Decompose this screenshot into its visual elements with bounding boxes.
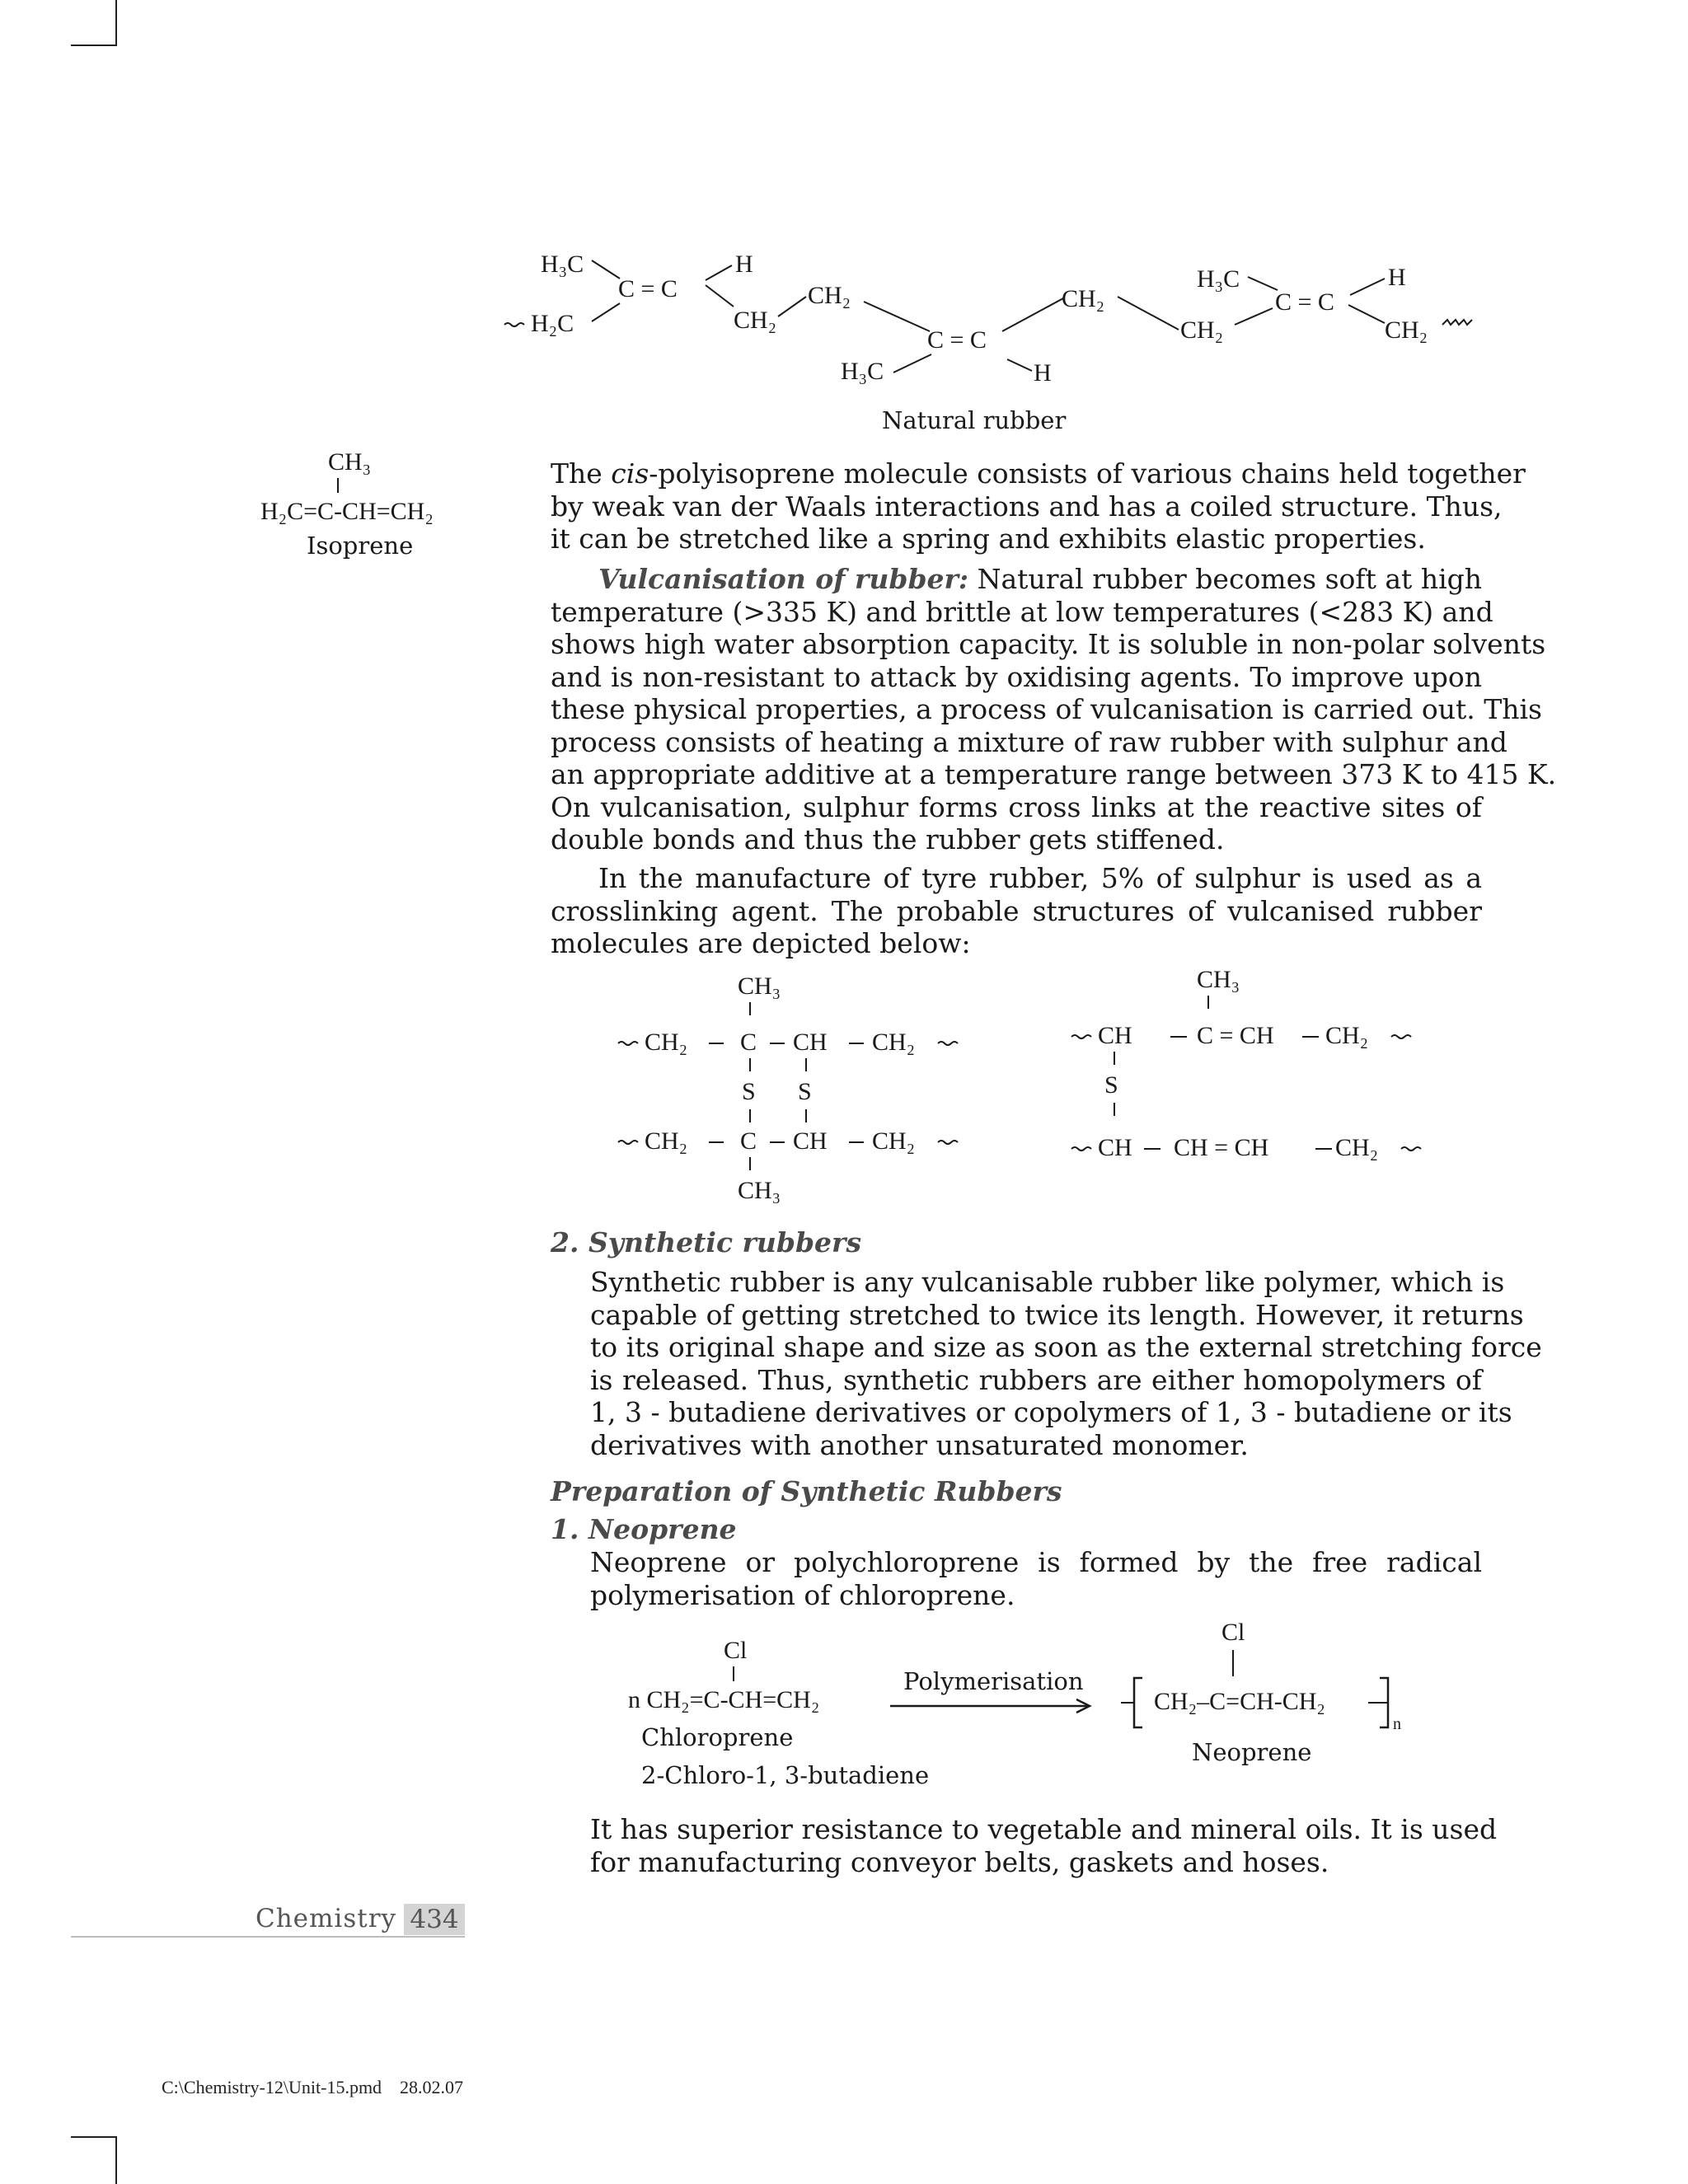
arrow-label: Polymerisation xyxy=(903,1667,1084,1695)
atom-c: C xyxy=(740,1127,757,1155)
product-name: Neoprene xyxy=(1192,1738,1312,1766)
natural-rubber-label: Natural rubber xyxy=(882,406,1067,434)
text-line: Synthetic rubber is any vulcanisable rubber like polymer, which is xyxy=(590,1266,1505,1298)
preparation-heading: Preparation of Synthetic Rubbers xyxy=(551,1475,1062,1507)
text-line: to its original shape and size as soon as the external stretching force xyxy=(590,1331,1542,1363)
reactant-cl: Cl xyxy=(724,1637,748,1664)
isoprene-formula: H₂C=C-CH=CH₂ xyxy=(260,498,434,525)
atom-ch2: CH₂ xyxy=(1180,316,1224,344)
text-line: The cis-polyisoprene molecule consists of various chains held together xyxy=(551,457,1526,490)
text-line: Vulcanisation of rubber: Natural rubber becomes soft at high xyxy=(598,563,1483,595)
product-cl: Cl xyxy=(1221,1619,1245,1646)
vulcanisation-paragraph xyxy=(551,563,1557,856)
synthetic-rubbers-heading: 2. Synthetic rubbers xyxy=(551,1226,862,1258)
atom-ch2: CH₂ xyxy=(1335,1134,1379,1161)
crop-mark-bottom-horizontal xyxy=(71,2136,117,2138)
text-line: it can be stretched like a spring and exhibits elastic properties. xyxy=(551,523,1426,555)
text-line: polymerisation of chloroprene. xyxy=(590,1578,1015,1611)
atom-c-eq-ch: C = CH xyxy=(1197,1022,1274,1049)
left-bracket xyxy=(1134,1678,1142,1727)
atom-ch3: CH₃ xyxy=(738,972,781,1000)
atom-ch2: CH₂ xyxy=(1325,1022,1369,1049)
reactant-formula: n CH₂=C-CH=CH₂ xyxy=(628,1686,820,1713)
atom-ch2: CH₂ xyxy=(808,282,851,309)
atom-ch2: CH₂ xyxy=(645,1127,688,1155)
reactant-name: Chloroprene xyxy=(641,1723,794,1751)
text-line: by weak van der Waals interactions and has a coiled structure. Thus, xyxy=(551,490,1503,523)
text-line: crosslinking agent. The probable structures of vulcanised rubber xyxy=(551,894,1482,927)
text-line: an appropriate additive at a temperature range between 373 K to 415 K. xyxy=(551,758,1557,790)
atom-ch: CH xyxy=(793,1127,828,1155)
vulcanised-rubber-structures xyxy=(610,964,1459,1220)
atom-ch2: CH₂ xyxy=(645,1029,688,1056)
atom-h: H xyxy=(735,251,753,278)
crop-mark-top-vertical xyxy=(115,0,117,46)
text-line: is released. Thus, synthetic rubbers are either homopolymers of xyxy=(590,1363,1482,1396)
text-line: molecules are depicted below: xyxy=(551,927,971,959)
isoprene-methyl: CH₃ xyxy=(328,448,372,476)
text-line: derivatives with another unsaturated monomer. xyxy=(590,1428,1249,1461)
atom-ch2: CH₂ xyxy=(734,307,777,334)
isoprene-label: Isoprene xyxy=(307,532,414,560)
atom-c-eq-c: C = C xyxy=(1275,288,1334,316)
atom-ch: CH xyxy=(793,1029,828,1056)
text-line: and is non-resistant to attack by oxidising agents. To improve upon xyxy=(551,660,1482,693)
vulcanisation-heading: Vulcanisation of rubber: xyxy=(598,563,969,595)
neoprene-heading: 1. Neoprene xyxy=(551,1513,737,1545)
text-line: 1, 3 - butadiene derivatives or copolymers of 1, 3 - butadiene or its xyxy=(590,1396,1512,1428)
text-line: capable of getting stretched to twice its length. However, it returns xyxy=(590,1298,1524,1331)
atom-ch-eq-ch: CH = CH xyxy=(1174,1134,1269,1161)
isoprene-structure xyxy=(247,445,511,569)
atom-ch2: CH₂ xyxy=(1062,285,1105,312)
atom-ch2: CH₂ xyxy=(1385,316,1428,344)
atom-ch3: CH₃ xyxy=(1197,966,1240,993)
intro-paragraph xyxy=(551,457,1526,555)
text-line: Neoprene or polychloroprene is formed by the free radical xyxy=(590,1546,1482,1578)
atom-s: S xyxy=(798,1078,812,1105)
reactant-iupac-name: 2-Chloro-1, 3-butadiene xyxy=(641,1761,930,1789)
atom-c-eq-c: C = C xyxy=(618,275,678,302)
text-line: temperature (>335 K) and brittle at low temperatures (<283 K) and xyxy=(551,595,1493,628)
text-line: for manufacturing conveyor belts, gaskets and hoses. xyxy=(590,1845,1329,1878)
atom-h2c: H₂C xyxy=(531,310,574,337)
atom-ch2: CH₂ xyxy=(872,1127,916,1155)
neoprene-reaction xyxy=(618,1615,1451,1797)
crop-mark-top-horizontal xyxy=(71,45,117,46)
synthetic-paragraph xyxy=(590,1266,1542,1461)
atom-c-eq-c: C = C xyxy=(927,326,987,354)
text-line: process consists of heating a mixture of raw rubber with sulphur and xyxy=(551,725,1507,758)
atom-ch2: CH₂ xyxy=(872,1029,916,1056)
atom-s: S xyxy=(1104,1071,1118,1099)
footer-rule xyxy=(71,1936,465,1938)
neoprene-paragraph xyxy=(590,1546,1482,1611)
footer-page-number: 434 xyxy=(404,1904,465,1935)
text-line: shows high water absorption capacity. It is soluble in non-polar solvents xyxy=(551,628,1546,660)
text-line: double bonds and thus the rubber gets stiffened. xyxy=(551,823,1225,855)
atom-h: H xyxy=(1034,359,1052,387)
atom-h3c: H₃C xyxy=(541,251,584,278)
product-formula: CH₂–C=CH-CH₂ xyxy=(1154,1688,1325,1715)
atom-c: C xyxy=(740,1029,757,1056)
footer-subject: Chemistry xyxy=(256,1904,397,1933)
neoprene-uses-paragraph xyxy=(590,1813,1498,1878)
atom-ch: CH xyxy=(1098,1134,1132,1161)
atom-ch3: CH₃ xyxy=(738,1177,781,1204)
atom-ch: CH xyxy=(1098,1022,1132,1049)
natural-rubber-structure xyxy=(495,239,1500,445)
atom-h3c: H₃C xyxy=(841,358,884,385)
atom-h: H xyxy=(1388,264,1406,291)
footer-file-path: C:\Chemistry-12\Unit-15.pmd 28.02.07 xyxy=(162,2077,464,2097)
text-line: these physical properties, a process of vulcanisation is carried out. This xyxy=(551,693,1542,725)
text-line: In the manufacture of tyre rubber, 5% of sulphur is used as a xyxy=(598,862,1482,894)
atom-s: S xyxy=(742,1078,756,1105)
atom-h3c: H₃C xyxy=(1197,265,1240,293)
subscript-n: n xyxy=(1393,1715,1401,1733)
text-line: It has superior resistance to vegetable and mineral oils. It is used xyxy=(590,1813,1498,1845)
crop-mark-bottom-vertical xyxy=(115,2136,117,2184)
text-line: On vulcanisation, sulphur forms cross links at the reactive sites of xyxy=(551,790,1482,823)
tyre-paragraph xyxy=(551,862,1482,960)
